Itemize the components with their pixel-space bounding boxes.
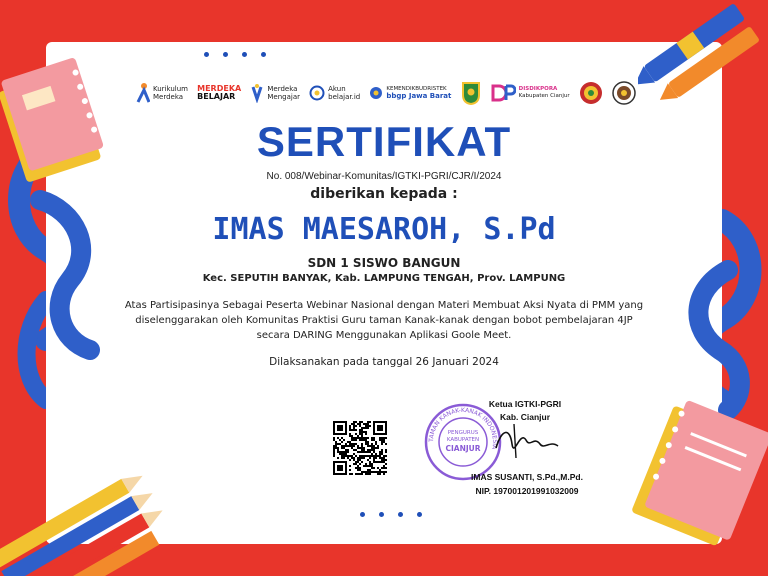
body-line: Atas Partisipasinya Sebagai Peserta Webinar Nasional dengan Materi Membuat Aksi Nyata di PMM yang xyxy=(124,300,644,311)
certificate-body-text xyxy=(105,298,663,343)
igtki-logo xyxy=(579,81,603,105)
logo-text: belajar.id xyxy=(328,93,361,101)
certificate-title: SERTIFIKAT xyxy=(256,118,512,165)
kemendikbudristek-logo xyxy=(369,86,451,100)
pgri-emblem-icon xyxy=(612,81,636,105)
akun-belajar-logo xyxy=(309,85,360,101)
logo-text: MERDEKA xyxy=(197,84,242,93)
logo-text: DISDIKPORA xyxy=(518,86,558,92)
stamp-inner-line: KABUPATEN xyxy=(446,437,480,443)
stamp-ring-text: TAMAN KANAK-KANAK INDONESIA xyxy=(427,406,499,450)
signatory-role: Ketua IGTKI-PGRI xyxy=(488,399,562,409)
disdikpora-logo xyxy=(490,82,570,104)
logo-text: Merdeka xyxy=(153,93,184,101)
stamp-inner-line: PENGURUS xyxy=(447,430,479,436)
signatory-name: IMAS SUSANTI, S.Pd.,M.Pd. xyxy=(471,472,583,482)
logo-text: bbgp Jawa Barat xyxy=(386,92,452,100)
logo-text: Merdeka xyxy=(267,85,298,93)
given-to-label: diberikan kepada : xyxy=(310,186,458,202)
recipient-school: SDN 1 SISWO BANGUN xyxy=(307,256,461,270)
partner-logos-row xyxy=(136,76,636,110)
dots-bottom xyxy=(360,512,422,517)
body-line: diselenggarakan oleh Komunitas Praktisi Guru taman Kanak-kanak dengan bobot pembelajaran 4JP xyxy=(135,315,633,326)
pgri-logo xyxy=(612,81,636,105)
pencils-bottom-left-decoration xyxy=(0,446,170,576)
qr-code xyxy=(333,421,387,475)
merdeka-mengajar-icon xyxy=(250,83,264,103)
crayons-top-right-decoration xyxy=(638,0,768,110)
logo-text: Akun xyxy=(328,85,346,93)
logo-text: Kabupaten Cianjur xyxy=(518,93,570,99)
certificate-number: No. 008/Webinar-Komunitas/IGTKI-PGRI/CJR/I/2024 xyxy=(266,171,502,182)
logo-text: BELAJAR xyxy=(197,92,236,101)
logo-text: Kurikulum xyxy=(153,85,188,93)
dots-top xyxy=(204,52,266,57)
signatory-nip: NIP. 197001201991032009 xyxy=(475,486,579,496)
body-line: secara DARING Menggunakan Aplikasi Goole Meet. xyxy=(256,330,512,341)
igtki-emblem-icon xyxy=(579,81,603,105)
handwritten-signature xyxy=(492,418,562,464)
kurikulum-merdeka-logo xyxy=(136,82,188,104)
signatory-region: Kab. Cianjur xyxy=(499,412,551,422)
event-date: Dilaksanakan pada tanggal 26 Januari 2024 xyxy=(269,356,499,368)
recipient-address: Kec. SEPUTIH BANYAK, Kab. LAMPUNG TENGAH, Prov. LAMPUNG xyxy=(202,273,566,284)
cianjur-logo xyxy=(461,81,481,105)
merdeka-mengajar-logo xyxy=(250,83,300,103)
kurikulum-merdeka-icon xyxy=(136,82,150,104)
notebook-bottom-right-decoration xyxy=(628,400,768,570)
akun-belajar-icon xyxy=(309,85,325,101)
logo-text: KEMENDIKBUDRISTEK xyxy=(386,86,447,92)
logo-text: Mengajar xyxy=(267,93,300,101)
merdeka-belajar-logo xyxy=(197,85,241,101)
disdikpora-icon xyxy=(490,82,516,104)
stamp-inner-line: CIANJUR xyxy=(445,444,481,453)
tut-wuri-handayani-icon xyxy=(369,86,383,100)
recipient-name: IMAS MAESAROH, S.Pd xyxy=(212,212,556,247)
cianjur-emblem-icon xyxy=(461,81,481,105)
